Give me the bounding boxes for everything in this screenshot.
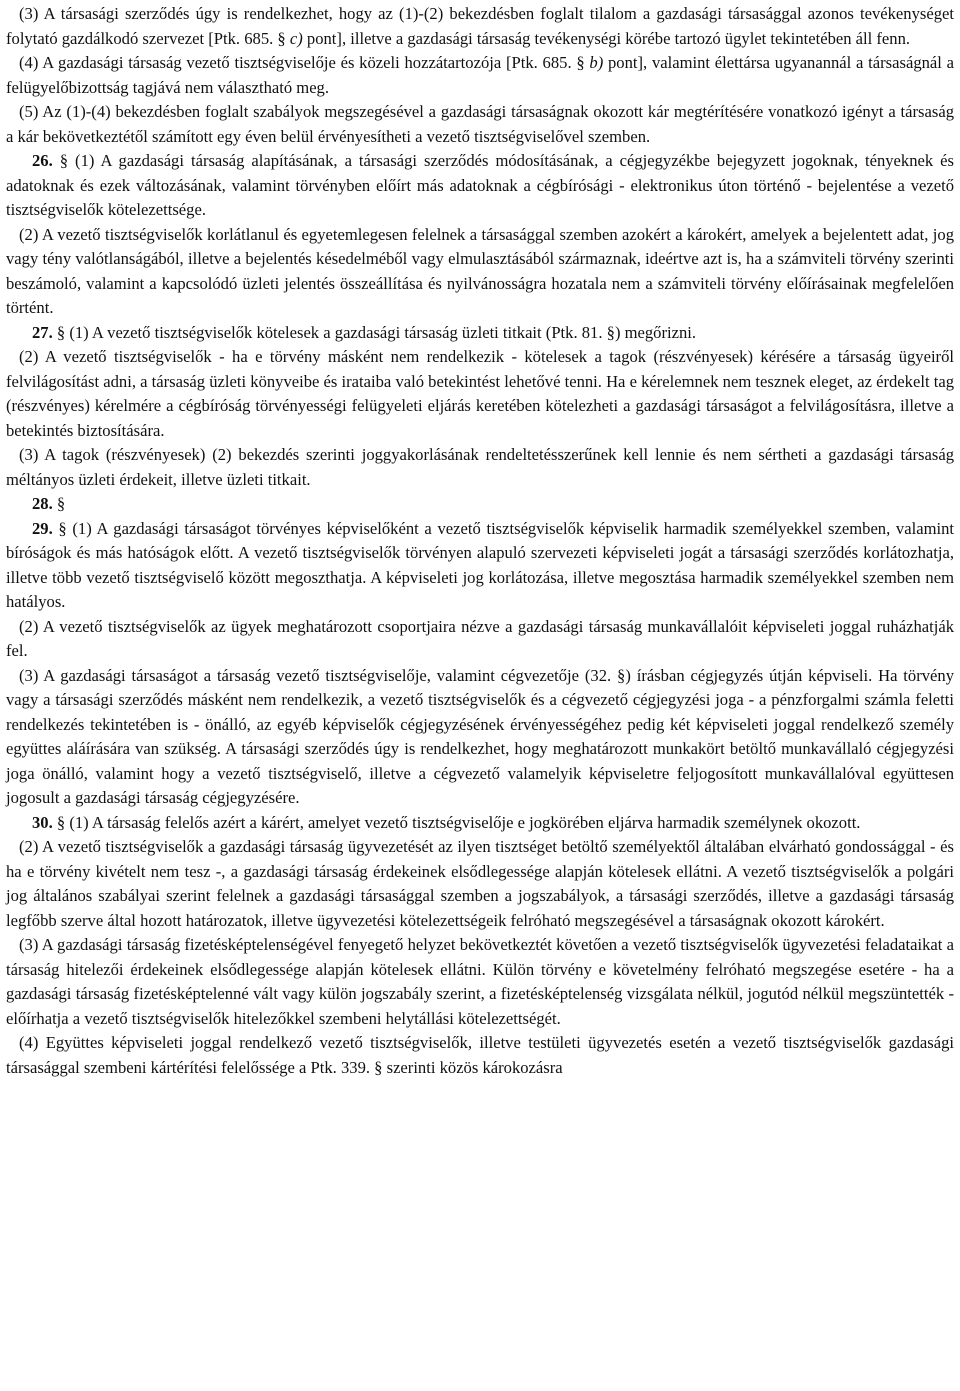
paragraph — [6, 615, 954, 664]
paragraph-text: (2) A vezető tisztségviselők a gazdasági társaság ügyvezetését az ilyen tisztséget betöltő személyektől általában elvárható gondossággal - és ha e törvény kivételt nem tesz -, a gazdasági társaság érdekeinek elsődlegessége alapján kötelesek ellátni. A vezető tisztségviselők a polgári jog általános szabályai szerint felelnek a gazdasági társasággal szemben a jogszabályok, a társasági szerződés, illetve a gazdasági társaság legfőbb szerve által hozott határozatok, illetve ügyvezetési kötelezettségeik felróható megszegésével a társaságnak okozott károkért. — [6, 837, 954, 930]
paragraph-text: (5) Az (1)-(4) bekezdésben foglalt szabályok megszegésével a gazdasági társaságnak okozott kár megtérítésére vonatkozó igényt a társaság a kár bekövetkeztétől számított egy éven belül érvényesítheti a vezető tisztségviselővel szemben. — [6, 102, 954, 146]
section-number: 27. — [32, 322, 53, 342]
paragraph — [6, 443, 954, 492]
paragraph-text: § — [52, 494, 66, 513]
paragraph-text: (3) A gazdasági társaság fizetésképtelenségével fenyegető helyzet bekövetkeztét követően a vezető tisztségviselők ügyvezetési feladataikat a társaság hitelezői érdekeinek elsődlegessége alapján kötelesek ellátni. Külön törvény e követelmény felróható megszegése esetére - ha a gazdasági társaság fizetésképtelenné vált vagy külön jogszabály szerint, a fizetésképtelenség vizsgálata nélkül, jogutód nélkül megszüntették - előírhatja a vezető tisztségviselők hitelezőkkel szembeni helytállási kötelezettségét. — [6, 935, 954, 1028]
paragraph-text: (2) A vezető tisztségviselők az ügyek meghatározott csoportjaira nézve a gazdasági társaság munkavállalóit képviseleti joggal ruházhatják fel. — [6, 616, 954, 660]
paragraph — [6, 1031, 954, 1080]
paragraph-text: (4) A gazdasági társaság vezető tisztségviselője és közeli hozzátartozója [Ptk. 685. § — [19, 53, 590, 72]
section-paragraph — [6, 517, 954, 615]
paragraph — [6, 2, 954, 51]
italic-ref: c) — [289, 28, 303, 48]
paragraph-text: § (1) A társaság felelős azért a kárért, amelyet vezető tisztségviselője e jogkörében eljárva harmadik személynek okozott. — [52, 812, 861, 832]
paragraph — [6, 345, 954, 443]
section-paragraph — [6, 492, 954, 517]
section-paragraph — [6, 321, 954, 346]
paragraph — [6, 100, 954, 149]
paragraph-text: (2) A vezető tisztségviselők korlátlanul és egyetemlegesen felelnek a társasággal szemben azokért a károkért, amelyek a bejelentett adat, jog vagy tény valótlanságából, illetve a bejelentés késedelméből vagy elmulasztásából származnak, ideértve azt is, ha a számviteli törvény szerinti beszámoló, valamint a kapcsolódó üzleti jelentés összeállítása és nyilvánosságra hozatala nem a számviteli törvény előírásainak megfelelően történt. — [6, 224, 954, 317]
italic-ref: b) — [589, 53, 604, 72]
section-number: 29. — [32, 518, 53, 538]
section-number: 28. — [32, 494, 53, 513]
paragraph — [6, 835, 954, 933]
paragraph-text: (3) A társasági szerződés úgy is rendelkezhet, hogy az (1)-(2) bekezdésben foglalt tilalom a gazdasági társasággal azonos tevékenységet folytató gazdálkodó szervezet [Ptk. 685. § — [6, 4, 954, 48]
paragraph — [6, 51, 954, 100]
section-number: 26. — [32, 151, 53, 170]
paragraph-text: pont], valamint élettársa ugyanannál a társaságnál a felügyelőbizottság tagjává nem választható meg. — [6, 53, 955, 97]
paragraph-text: § (1) A gazdasági társaságot törvényes képviselőként a vezető tisztségviselők képviselik harmadik személyekkel szemben, valamint bíróságok és más hatóságok előtt. A vezető tisztségviselők törvényen alapuló szervezeti képviseleti jogát a társasági szerződés korlátozhatja, illetve több vezető tisztségviselő között megoszthatja. A képviseleti jog korlátozása, illetve megosztása harmadik személyekkel szemben nem hatályos. — [6, 518, 954, 611]
paragraph-text: (3) A gazdasági társaságot a társaság vezető tisztségviselője, valamint cégvezetője (32. §) írásban cégjegyzés útján képviseli. Ha törvény vagy a társasági szerződés másként nem rendelkezik, a vezető tisztségviselők és a cégvezető cégjegyzési joga - a pénzforgalmi számla feletti rendelkezés tekintetében is - önálló, az egyéb képviselők cégjegyzésének érvényességéhez pedig két képviseleti joggal rendelkező személy együttes aláírására van szükség. A társasági szerződés úgy is rendelkezhet, hogy meghatározott munkakört betöltő munkavállaló cégjegyzési joga önálló, valamint hogy a vezető tisztségviselő, illetve a cégvezető valamelyik képviseletre feljogosított munkavállalóval együttesen jogosult a gazdasági társaság cégjegyzésére. — [6, 665, 954, 807]
paragraph-text: § (1) A gazdasági társaság alapításának, a társasági szerződés módosításának, a cégjegyzékbe bejegyzett jogoknak, tényeknek és adatoknak és ezek változásának, valamint törvényben előírt más adatoknak a cégbírósági - elektronikus úton történő - bejelentése a vezető tisztségviselők kötelezettsége. — [6, 151, 954, 219]
section-paragraph — [6, 149, 954, 223]
paragraph-text: (3) A tagok (részvényesek) (2) bekezdés szerinti joggyakorlásának rendeltetésszerűnek kell lennie és nem sértheti a gazdasági társaság méltányos üzleti érdekeit, illetve üzleti titkait. — [6, 445, 954, 489]
paragraph-text: pont], illetve a gazdasági társaság tevékenységi körébe tartozó ügylet tekintetében áll fenn. — [302, 28, 911, 48]
paragraph-text: (4) Együttes képviseleti joggal rendelkező vezető tisztségviselők, illetve testületi ügyvezetés esetén a vezető tisztségviselők gazdasági társasággal szembeni kártérítési felelőssége a Ptk. 339. § szerinti közös károkozásra — [6, 1033, 954, 1077]
paragraph — [6, 933, 954, 1031]
paragraph-text: (2) A vezető tisztségviselők - ha e törvény másként nem rendelkezik - kötelesek a tagok (részvényesek) kérésére a társaság ügyeiről felvilágosítást adni, a társaság üzleti könyveibe és irataiba való betekintést lehetővé tenni. Ha e kérelemnek nem tesznek eleget, az érdekelt tag (részvényes) kérelmére a cégbíróság törvényességi felügyeleti eljárás keretében kötelezheti a gazdasági társaságot a felvilágosításra, illetve a betekintés biztosítására. — [6, 347, 954, 440]
section-number: 30. — [32, 812, 53, 832]
paragraph — [6, 223, 954, 321]
paragraph-text: § (1) A vezető tisztségviselők kötelesek a gazdasági társaság üzleti titkait (Ptk. 81. §) megőrizni. — [52, 322, 697, 342]
section-paragraph — [6, 811, 954, 836]
paragraph — [6, 664, 954, 811]
